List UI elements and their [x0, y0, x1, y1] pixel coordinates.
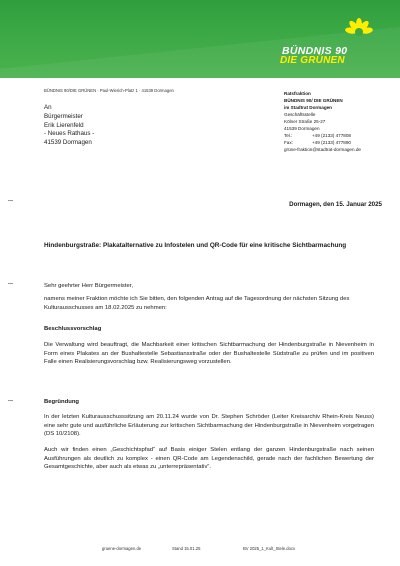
header-banner	[0, 0, 400, 78]
fax-number: +49 (2133) 477890	[312, 140, 351, 145]
fold-mark	[8, 200, 13, 201]
proposal-paragraph: Die Verwaltung wird beauftragt, die Machbarkeit einer kritischen Sichtbarmachung der Hindenburgstraße in Nievenheim in Form eines Plakates an der Bushaltestelle Sebastiansstraße oder der Bushaltestelle Südstraße zu prüfen und im positiven Falle einen Realisierungsvorschlag bzw. Realisierungsweg vorzustellen.	[44, 342, 374, 366]
fax-row	[284, 139, 361, 146]
sender-address-line: BÜNDNIS 90/DIE GRÜNEN · Paul-Wierich-Platz 1 · 41539 Dormagen	[44, 88, 174, 93]
section-heading-proposal: Beschlussvorschlag	[44, 326, 102, 332]
punch-mark	[8, 283, 13, 284]
fold-mark	[8, 400, 13, 401]
info-line: im Stadtrat Dormagen	[284, 105, 332, 110]
intro-paragraph: namens meiner Fraktion möchte ich Sie bitten, den folgenden Antrag auf die Tagesordnung der nächsten Sitzung des Kulturausschusses am 18.02.2025 zu nehmen:	[44, 296, 350, 311]
reasoning-paragraph-1: In der letzten Kulturausschusssitzung am 20.11.24 wurde von Dr. Stephen Schröder (Leiter Kreisarchiv Rhein-Kreis Neuss) eine sehr gute und ausführliche Erläuterung zur kritischen Sichtbarmachung der Hindenburgstraße in Nievenheim vorgetragen (DS 10/2108).	[44, 414, 374, 438]
logo-line-2: DIE GRÜNEN	[280, 55, 345, 66]
info-line: 41539 Dormagen	[284, 126, 320, 131]
info-line: BÜNDNIS 90/ DIE GRÜNEN	[284, 98, 343, 103]
fax-label: Fax:	[284, 140, 293, 145]
info-line: Kölner Straße 25-27	[284, 119, 326, 124]
recipient-line: - Neues Rathaus -	[44, 130, 95, 138]
letter-subject: Hindenburgstraße: Plakatalternative zu Infostelen und QR-Code für eine kritische Sichtbarmachung	[44, 242, 347, 249]
email-link[interactable]: grüne-fraktion@stadtrat-dormagen.de	[284, 147, 361, 152]
info-line: Geschäftsstelle	[284, 112, 316, 117]
logo-line-1: BÜNDNIS 90	[282, 45, 348, 57]
recipient-address	[44, 104, 94, 148]
sender-info-box	[284, 90, 361, 153]
section-heading-reasoning: Begründung	[44, 399, 80, 405]
recipient-line: Bürgermeister	[44, 112, 83, 120]
info-line: Ratsfraktion	[284, 91, 311, 96]
footer-status: Stand 15.01.25	[172, 546, 201, 551]
party-logo	[276, 18, 376, 66]
recipient-line: 41539 Dormagen	[44, 139, 92, 147]
footer-filename: BV 2025_1_Kult_Stele.docx	[243, 546, 296, 551]
phone-label: Tel.:	[284, 133, 293, 138]
reasoning-paragraph-2: Auch wir finden einen „Geschichtspfad“ auf Basis einiger Stelen entlang der ganzen Hindenburgstraße nach seinen Ausführungen als deutlich zu komplex - einen QR-Code am Legendenschild, gerade nach der fachlichen Bewertung der Gesamtgeschichte, aber auch als etwas zu „unterrepräsentativ“.	[44, 447, 374, 471]
footer-website[interactable]: gruene-dormagen.de	[102, 546, 142, 551]
salutation: Sehr geehrter Herr Bürgermeister,	[44, 283, 134, 289]
recipient-line: Erik Lierenfeld	[44, 121, 84, 129]
phone-row	[284, 132, 361, 139]
phone-number[interactable]: +49 (2133) 477808	[312, 133, 351, 138]
sunflower-icon	[344, 18, 374, 44]
letter-date: Dormagen, den 15. Januar 2025	[289, 201, 382, 208]
recipient-line: An	[44, 104, 52, 111]
